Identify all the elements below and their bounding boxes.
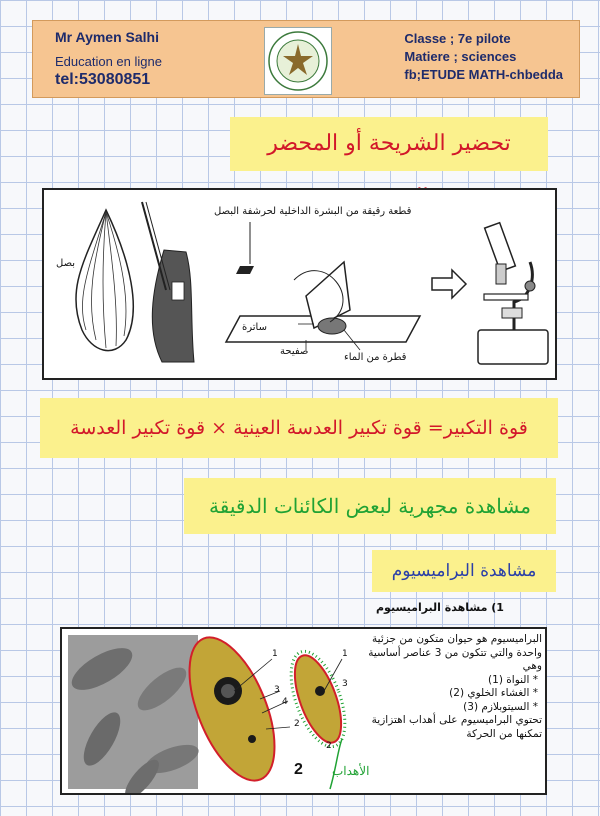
section-title: 1) مشاهدة البراميسيوم — [376, 601, 504, 614]
header-right — [404, 31, 563, 85]
cilia-label: الأهداب — [332, 764, 370, 778]
paramecium-illustration — [62, 629, 352, 793]
facebook-info: fb;ETUDE MATH-chbedda — [404, 67, 563, 82]
label-number-2b: 2 — [326, 741, 332, 751]
label-number-2: 2 — [294, 719, 300, 729]
paramecium-description — [352, 633, 542, 741]
list-item: * السيتوبلازم (3) — [463, 700, 538, 713]
cover-slip-label: ساترة — [242, 322, 267, 333]
list-item: * الغشاء الخلوي (2) — [449, 687, 538, 699]
label-number-4: 4 — [282, 697, 288, 707]
label-number-1: 1 — [272, 649, 278, 659]
phone-number: tel:53080851 — [55, 71, 151, 88]
header-bar — [32, 20, 580, 98]
component-list — [352, 674, 542, 715]
figure-number: 2 — [294, 761, 303, 778]
micrograph-photo — [66, 635, 203, 793]
list-item: * النواة (1) — [488, 673, 538, 686]
slide-preparation-figure — [42, 188, 557, 380]
water-drop-label: قطرة من الماء — [344, 352, 407, 363]
class-info: Classe ; 7e pilote — [404, 31, 511, 46]
header-left — [55, 29, 162, 89]
slide-label: صفيحة — [280, 346, 309, 357]
microscope-icon — [478, 223, 548, 364]
author-name: Mr Aymen Salhi — [55, 29, 159, 45]
magnification-formula: قوة التكبير= قوة تكبير العدسة العينية × قوة تكبير العدسة — [40, 398, 558, 458]
logo-emblem-icon — [265, 28, 331, 94]
school-logo — [264, 27, 332, 95]
label-number-3: 3 — [274, 685, 280, 695]
header-subtitle: Education en ligne — [55, 54, 162, 69]
onion-scale-icon — [142, 202, 194, 362]
title-microscopic-observation: مشاهدة مجهرية لبعض الكائنات الدقيقة — [184, 478, 556, 534]
right-arrow-icon — [432, 270, 466, 298]
label-number-1b: 1 — [342, 649, 348, 659]
paramecium-figure — [60, 627, 547, 795]
description-intro: البراميسيوم هو حيوان متكون من جزئية واحدة والتي تتكون من 3 عناصر أساسية وهي — [368, 633, 542, 672]
label-number-3b: 3 — [342, 679, 348, 689]
title-paramecium-observation: مشاهدة البراميسيوم — [372, 550, 556, 592]
description-end: تحتوي البراميسيوم على أهداب اهتزازية تمكنها من الحركة — [371, 714, 542, 740]
onion-label: بصل — [56, 258, 76, 269]
onion-icon — [76, 210, 133, 351]
subject-info: Matiere ; sciences — [404, 49, 517, 64]
title-slide-preparation: تحضير الشريحة أو المحضر — [230, 117, 548, 171]
onion-strip-label: قطعة رقيقة من البشرة الداخلية لحرشفة البصل — [214, 206, 412, 217]
